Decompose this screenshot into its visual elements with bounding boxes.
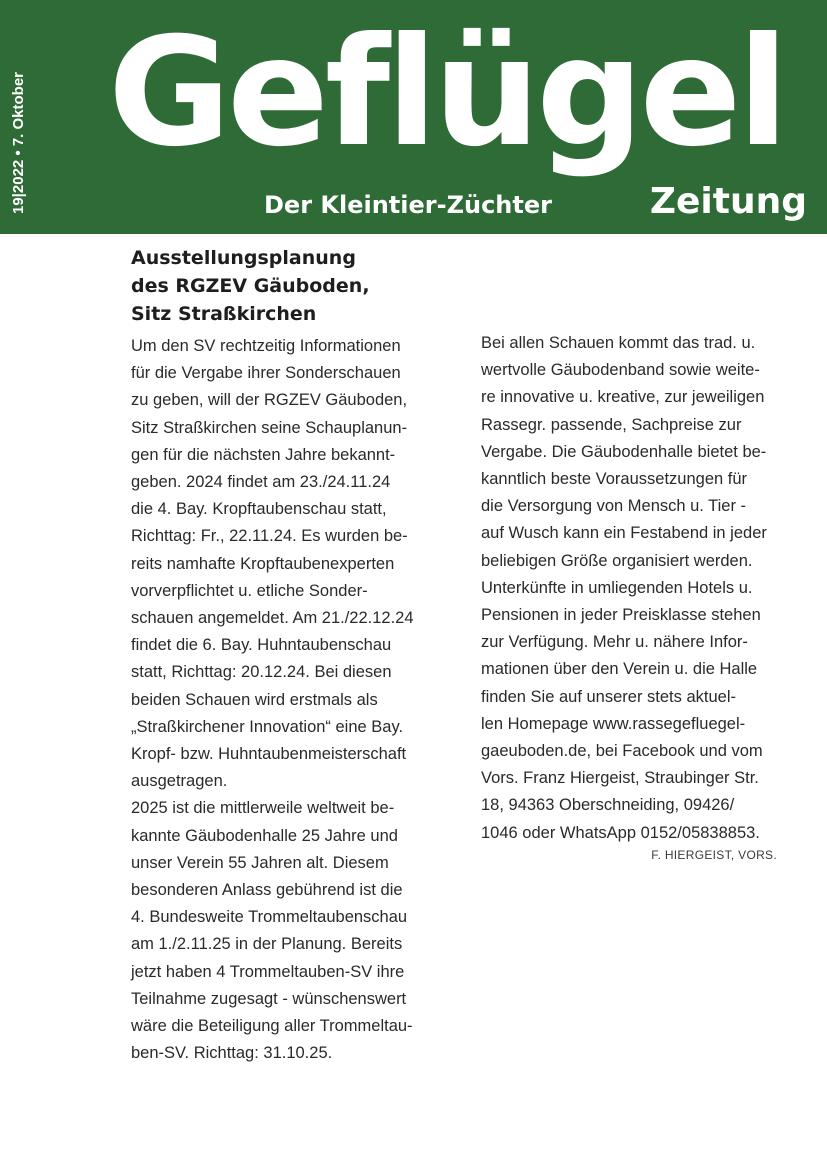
text-line: gen für die nächsten Jahre bekannt- (131, 445, 396, 464)
headline-line: Sitz Straßkirchen (131, 303, 317, 325)
text-line: am 1./2.11.25 in der Planung. Bereits (131, 935, 403, 954)
text-line: beiden Schauen wird erstmals als (131, 690, 378, 709)
text-line: Vergabe. Die Gäubodenhalle bietet be- (481, 442, 767, 461)
text-line: zur Verfügung. Mehr u. nähere Infor- (481, 633, 748, 652)
text-line: „Straßkirchener Innovation“ eine Bay. (131, 717, 404, 736)
text-line: re innovative u. kreative, zur jeweiligen (481, 388, 765, 407)
text-line: 4. Bundesweite Trommeltaubenschau (131, 908, 408, 927)
article-headline (131, 244, 451, 328)
text-line: die Versorgung von Mensch u. Tier - (481, 497, 747, 516)
text-line: gaeuboden.de, bei Facebook und vom (481, 742, 763, 761)
newspaper-subtitle: Der Kleintier-Züchter (264, 191, 552, 219)
text-line: schauen angemeldet. Am 21./22.12.24 (131, 609, 414, 628)
text-line: beliebigen Größe organisiert werden. (481, 551, 753, 570)
text-line: findet die 6. Bay. Huhntaubenschau (131, 636, 392, 655)
text-line: ausgetragen. (131, 772, 228, 791)
newspaper-edition: Zeitung (649, 181, 807, 222)
text-line: Bei allen Schauen kommt das trad. u. (481, 334, 756, 352)
headline-line: des RGZEV Gäuboden, (131, 275, 370, 297)
article-column-left (131, 333, 471, 1067)
text-line: jetzt haben 4 Trommeltauben-SV ihre (131, 962, 405, 981)
text-line: besonderen Anlass gebührend ist die (131, 881, 403, 900)
text-line: finden Sie auf unserer stets aktuel- (481, 687, 736, 706)
issue-date: 19|2022 • 7. Oktober (10, 71, 27, 214)
text-line: Kropf- bzw. Huhntaubenmeisterschaft (131, 745, 407, 764)
author-byline: F. HIERGEIST, VORS. (651, 848, 777, 862)
text-line: kannte Gäubodenhalle 25 Jahre und (131, 826, 398, 845)
text-line: 2025 ist die mittlerweile weltweit be- (131, 799, 395, 818)
text-line: Pensionen in jeder Preisklasse stehen (481, 606, 761, 625)
text-line: kanntlich beste Voraussetzungen für (481, 470, 748, 489)
text-line: die 4. Bay. Kropftaubenschau statt, (131, 500, 387, 519)
text-line: auf Wusch kann ein Festabend in jeder (481, 524, 767, 543)
text-line: Vors. Franz Hiergeist, Straubinger Str. (481, 769, 759, 788)
text-line: Teilnahme zugesagt - wünschenswert (131, 989, 407, 1008)
text-line: reits namhafte Kropftaubenexperten (131, 554, 395, 573)
text-line: zu geben, will der RGZEV Gäuboden, (131, 391, 408, 410)
article-column-right (481, 330, 811, 847)
text-line: wäre die Beteiligung aller Trommeltau- (131, 1017, 413, 1036)
text-line: geben. 2024 findet am 23./24.11.24 (131, 473, 391, 492)
text-line: 1046 oder WhatsApp 0152/05838853. (481, 823, 760, 842)
text-line: unser Verein 55 Jahren alt. Diesem (131, 853, 389, 872)
text-line: vorverpflichtet u. etliche Sonder- (131, 581, 368, 600)
text-line: Rassegr. passende, Sachpreise zur (481, 415, 742, 434)
text-line: len Homepage www.rassegefluegel- (481, 714, 746, 733)
newspaper-title: Geflügel (108, 6, 785, 180)
text-line: 18, 94363 Oberschneiding, 09426/ (481, 796, 735, 815)
text-line: wertvolle Gäubodenband sowie weite- (481, 361, 760, 380)
text-line: für die Vergabe ihrer Sonderschauen (131, 364, 401, 383)
text-line: mationen über den Verein u. die Halle (481, 660, 758, 679)
text-line: Sitz Straßkirchen seine Schauplanun- (131, 418, 408, 437)
headline-line: Ausstellungsplanung (131, 247, 356, 269)
text-line: Richttag: Fr., 22.11.24. Es wurden be- (131, 527, 408, 546)
text-line: ben-SV. Richttag: 31.10.25. (131, 1044, 333, 1063)
text-line: Unterkünfte in umliegenden Hotels u. (481, 578, 753, 597)
masthead (0, 0, 827, 234)
text-line: statt, Richttag: 20.12.24. Bei diesen (131, 663, 392, 682)
text-line: Um den SV rechtzeitig Informationen (131, 337, 401, 355)
